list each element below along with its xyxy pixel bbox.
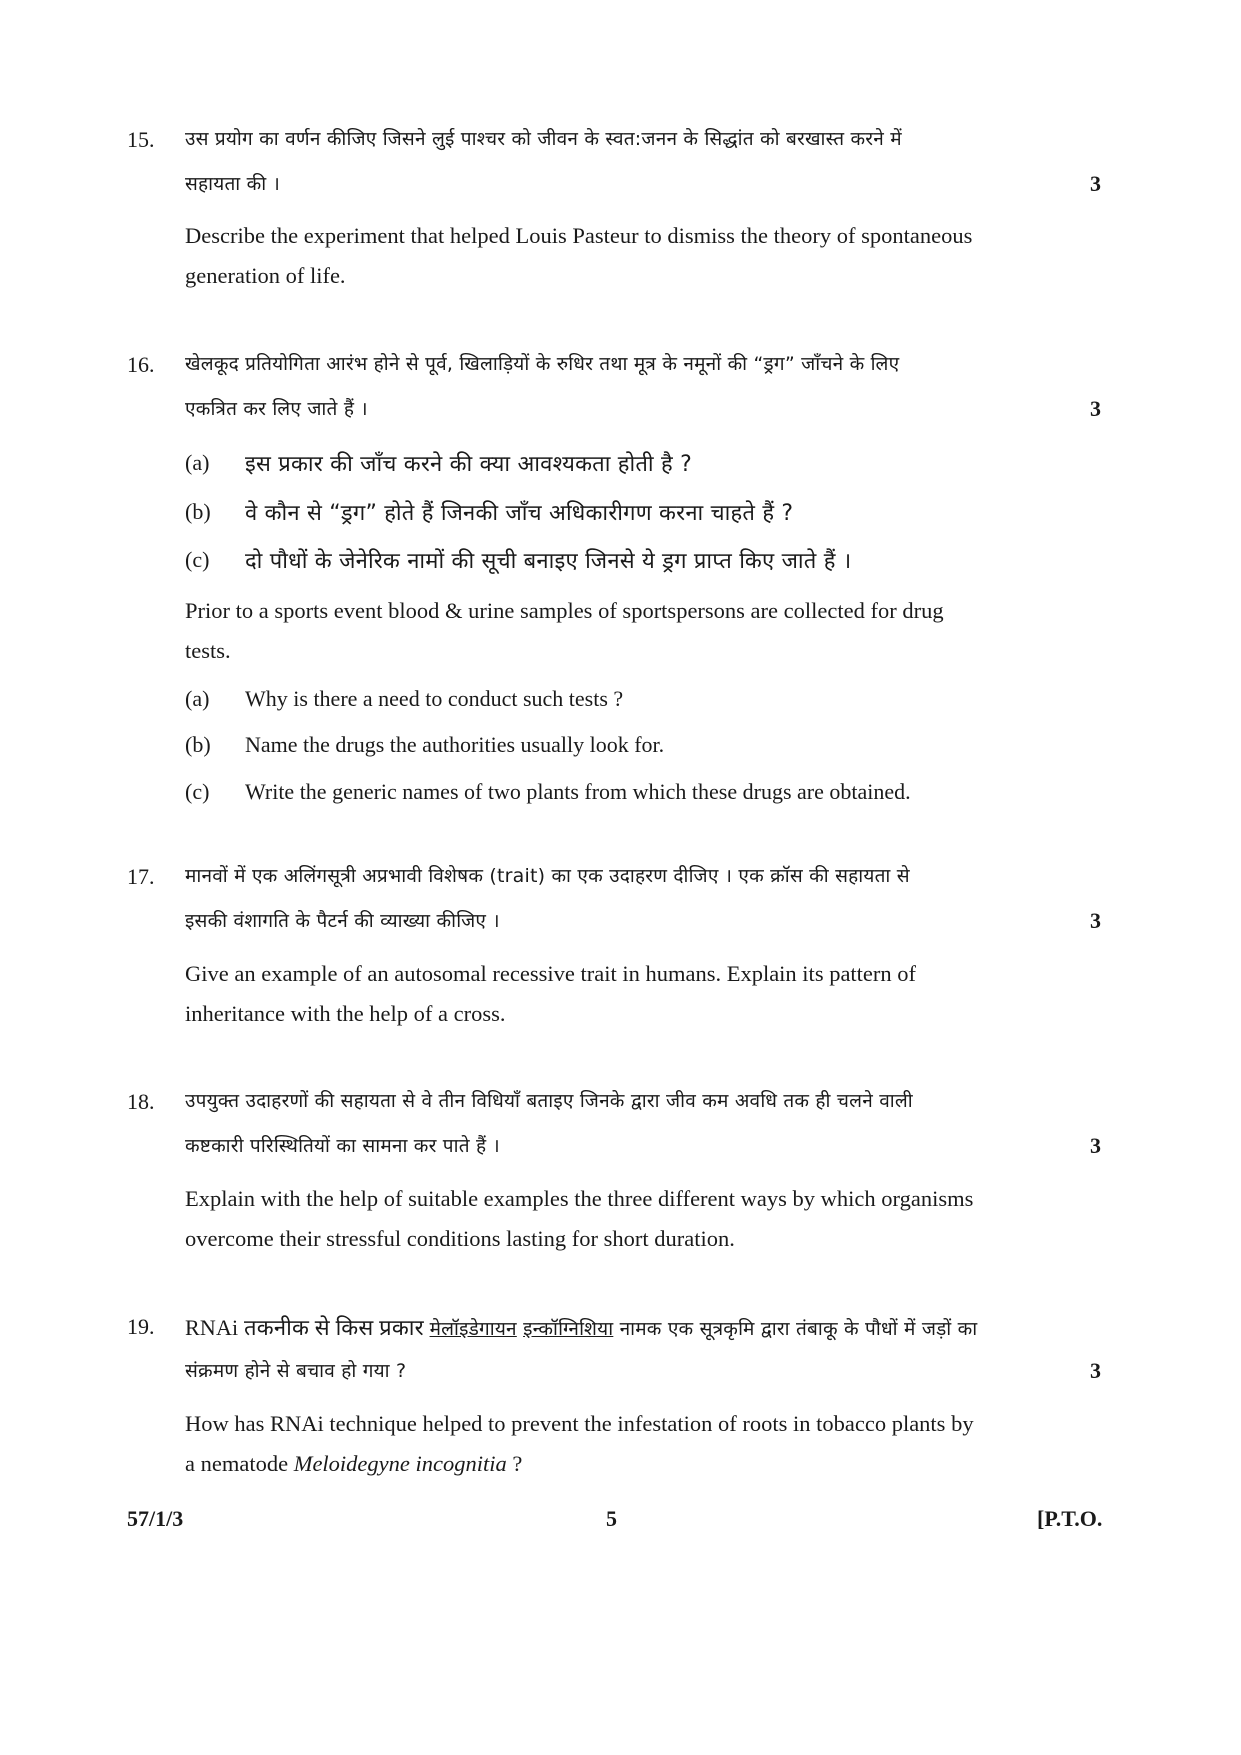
sub-label: (c) xyxy=(185,779,210,804)
hindi-text-line2: एकत्रित कर लिए जाते हैं । xyxy=(185,398,368,420)
page-number: 5 xyxy=(606,1506,617,1531)
question-number: 19. xyxy=(127,1314,155,1339)
sub-question-hindi: दो पौधों के जेनेरिक नामों की सूची बनाइए जिनसे ये ड्रग प्राप्त किए जाते हैं । xyxy=(245,549,852,574)
hindi-text-line1: उपयुक्त उदाहरणों की सहायता से वे तीन विधियाँ बताइए जिनके द्वारा जीव कम अवधि तक ही चलने वाली xyxy=(185,1090,913,1112)
sub-question-english: Write the generic names of two plants from which these drugs are obtained. xyxy=(245,779,911,804)
paper-code: 57/1/3 xyxy=(127,1506,184,1531)
english-text-line2 xyxy=(185,1451,522,1477)
question-number: 15. xyxy=(127,127,155,152)
marks: 3 xyxy=(1090,1133,1101,1158)
english-text-line1: Describe the experiment that helped Louis Pasteur to dismiss the theory of spontaneous xyxy=(185,223,973,248)
sub-question-english: Name the drugs the authorities usually look for. xyxy=(245,732,665,757)
underlined-species: इन्कॉग्निशिया xyxy=(523,1318,614,1340)
hindi-text-part: नामक एक सूत्रकृमि द्वारा तंबाकू के पौधों में जड़ों का xyxy=(613,1318,978,1340)
marks: 3 xyxy=(1090,396,1101,421)
hindi-text-line1: उस प्रयोग का वर्णन कीजिए जिसने लुई पाश्चर को जीवन के स्वत:जनन के सिद्धांत को बरखास्त करने में xyxy=(185,128,902,150)
sub-question-english: Why is there a need to conduct such tests ? xyxy=(245,686,624,711)
underlined-genus: मेलॉइडेगायन xyxy=(429,1318,517,1340)
english-text-line2: generation of life. xyxy=(185,263,346,288)
english-text-line1: How has RNAi technique helped to prevent the infestation of roots in tobacco plants by xyxy=(185,1411,974,1436)
marks: 3 xyxy=(1090,1358,1101,1383)
hindi-text-line1: मानवों में एक अलिंगसूत्री अप्रभावी विशेषक (trait) का एक उदाहरण दीजिए । एक क्रॉस की सहायता से xyxy=(185,865,910,887)
question-number: 16. xyxy=(127,352,155,377)
sub-question-hindi: इस प्रकार की जाँच करने की क्या आवश्यकता होती है ? xyxy=(245,452,692,477)
hindi-text-line2: इसकी वंशागति के पैटर्न की व्याख्या कीजिए । xyxy=(185,910,500,932)
pto-marker: [P.T.O. xyxy=(1037,1506,1103,1531)
hindi-text-line1: खेलकूद प्रतियोगिता आरंभ होने से पूर्व, खिलाड़ियों के रुधिर तथा मूत्र के नमूनों की “ड्रग” जाँचने के लिए xyxy=(185,353,900,375)
sub-label: (a) xyxy=(185,450,210,475)
sub-label: (c) xyxy=(185,547,210,572)
hindi-text-line2: संक्रमण होने से बचाव हो गया ? xyxy=(185,1360,407,1382)
species-name-italic: Meloidegyne incognitia xyxy=(293,1451,507,1476)
marks: 3 xyxy=(1090,908,1101,933)
question-number: 17. xyxy=(127,864,155,889)
hindi-text-line2: सहायता की । xyxy=(185,173,281,195)
question-number: 18. xyxy=(127,1089,155,1114)
hindi-text-part: RNAi तकनीक से किस प्रकार xyxy=(185,1315,430,1340)
sub-label: (b) xyxy=(185,732,211,757)
hindi-text-line2: कष्टकारी परिस्थितियों का सामना कर पाते हैं । xyxy=(185,1135,500,1157)
english-text-part: ? xyxy=(506,1451,523,1476)
sub-label: (b) xyxy=(185,499,211,524)
marks: 3 xyxy=(1090,171,1101,196)
english-text-line1: Give an example of an autosomal recessive trait in humans. Explain its pattern of xyxy=(185,961,917,986)
english-text-line1: Prior to a sports event blood & urine samples of sportspersons are collected for drug xyxy=(185,598,944,623)
english-text-line2: overcome their stressful conditions lasting for short duration. xyxy=(185,1226,735,1251)
sub-question-hindi: वे कौन से “ड्रग” होते हैं जिनकी जाँच अधिकारीगण करना चाहते हैं ? xyxy=(245,501,794,526)
sub-label: (a) xyxy=(185,686,210,711)
english-text-part: a nematode xyxy=(185,1451,294,1476)
english-text-line2: inheritance with the help of a cross. xyxy=(185,1001,506,1026)
english-text-line2: tests. xyxy=(185,638,231,663)
english-text-line1: Explain with the help of suitable examples the three different ways by which organisms xyxy=(185,1186,974,1211)
hindi-text-line1 xyxy=(185,1312,977,1342)
